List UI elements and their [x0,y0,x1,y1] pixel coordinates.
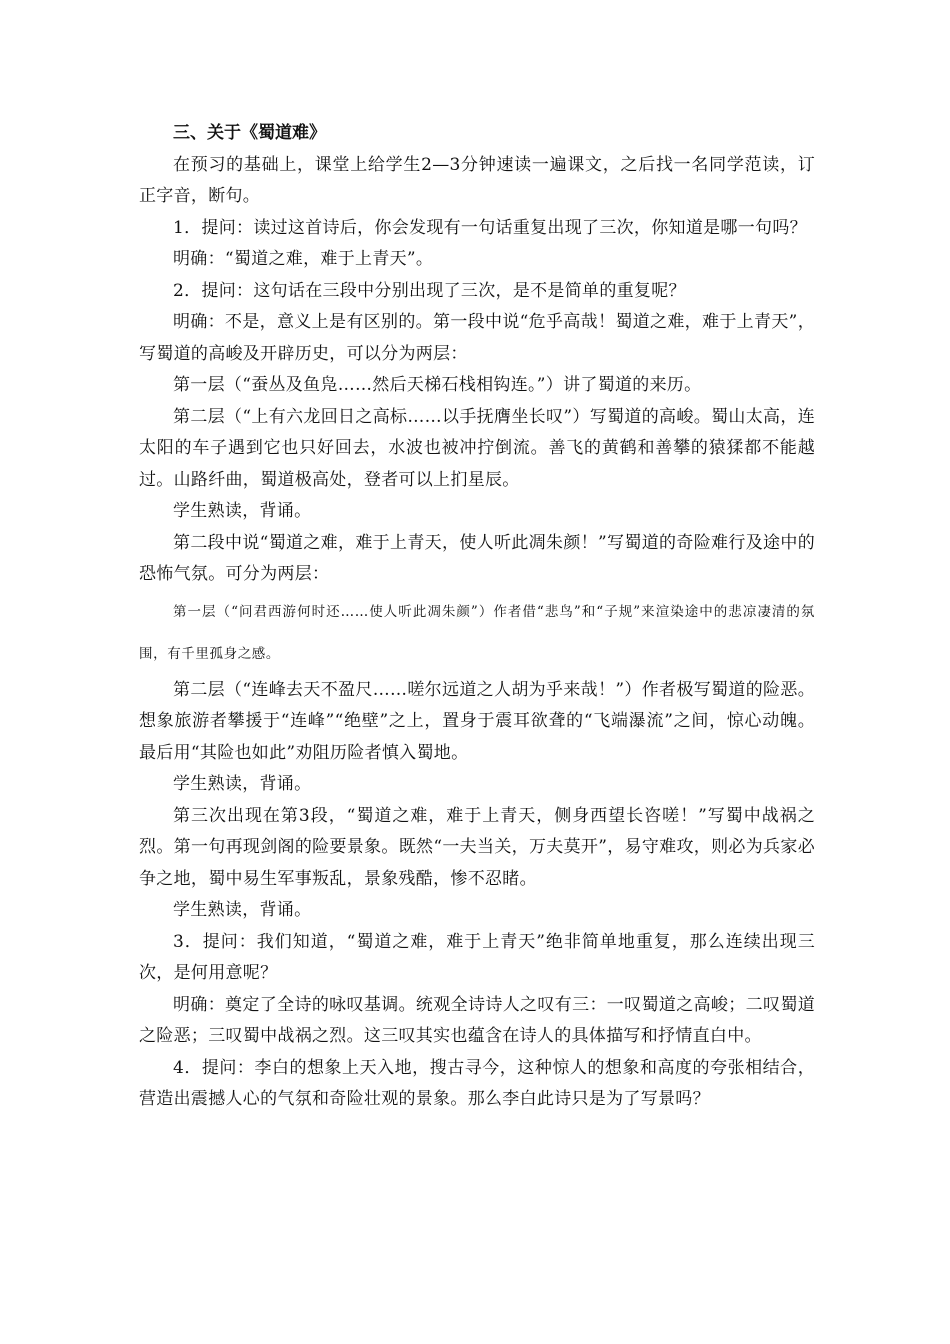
paragraph: 2．提问：这句话在三段中分别出现了三次，是不是简单的重复呢？ [173,280,686,301]
paragraph: 明确：不是，意义上是有区别的。第一段中说“危乎高哉！蜀道之难，难于上青天”，写蜀道的高峻及开辟历史，可以分为两层： [139,312,815,364]
paragraph: 在预习的基础上，课堂上给学生2—3分钟速读一遍课文，之后找一名同学范读，订正字音，断句。 [139,154,815,206]
paragraph: 第一层（“蚕丛及鱼凫……然后天梯石栈相钩连。”）讲了蜀道的来历。 [173,375,702,395]
paragraph: 第二层（“连峰去天不盈尺……嗟尔远道之人胡为乎来哉！”）作者极写蜀道的险恶。想象旅游者攀援于“连峰”“绝壁”之上，置身于震耳欲聋的“飞端瀑流”之间，惊心动魄。最后用“其险也如此”劝阻历险者慎入蜀地。 [139,679,815,763]
paragraph: 3．提问：我们知道，“蜀道之难，难于上青天”绝非简单地重复，那么连续出现三次，是何用意呢？ [139,931,815,983]
paragraph: 学生熟读，背诵。 [173,900,312,920]
paragraph: 学生熟读，背诵。 [173,501,312,521]
paragraph: 第二层（“上有六龙回日之高标……以手抚膺坐长叹”）写蜀道的高峻。蜀山太高，连太阳的车子遇到它也只好回去，水波也被冲拧倒流。善飞的黄鹤和善攀的猿猱都不能越过。山路纤曲，蜀道极高处，登者可以上扪星辰。 [139,406,815,490]
paragraph: 4．提问：李白的想象上天入地，搜古寻今，这种惊人的想象和高度的夸张相结合，营造出震撼人心的气氛和奇险壮观的景象。那么李白此诗只是为了写景吗？ [139,1057,815,1109]
small-paragraph: 第一层（“问君西游何时还……使人听此凋朱颜”）作者借“悲鸟”和“子规”来渲染途中的悲凉凄清的氛围，有千里孤身之感。 [139,603,815,662]
section-heading: 三、关于《蜀道难》 [173,123,326,143]
paragraph: 1．提问：读过这首诗后，你会发现有一句话重复出现了三次，你知道是哪一句吗？ [173,217,807,238]
paragraph: 第三次出现在第3段，“蜀道之难，难于上青天，侧身西望长咨嗟！”写蜀中战祸之烈。第一句再现剑阁的险要景象。既然“一夫当关，万夫莫开”，易守难攻，则必为兵家必争之地，蜀中易生军事叛乱，景象残酷，惨不忍睹。 [139,805,815,889]
paragraph: 学生熟读，背诵。 [173,774,312,794]
paragraph: 第二段中说“蜀道之难，难于上青天，使人听此凋朱颜！”写蜀道的奇险难行及途中的恐怖气氛。可分为两层： [139,532,815,584]
document-page [139,118,815,1116]
paragraph: 明确：奠定了全诗的咏叹基调。统观全诗诗人之叹有三：一叹蜀道之高峻；二叹蜀道之险恶；三叹蜀中战祸之烈。这三叹其实也蕴含在诗人的具体描写和抒情直白中。 [139,994,815,1046]
paragraph: 明确：“蜀道之难，难于上青天”。 [173,249,434,269]
